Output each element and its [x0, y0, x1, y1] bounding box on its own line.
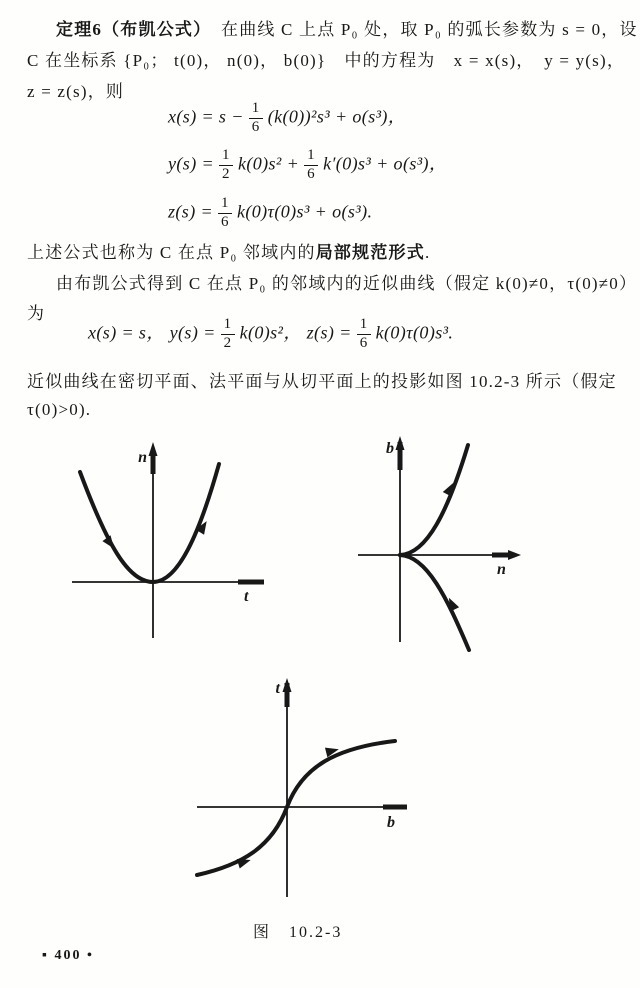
cusp-lower-branch: [400, 555, 469, 650]
fraction-one-half: $\frac{1}{2}$: [219, 148, 233, 183]
formula-y-lhs: y(s) =: [168, 153, 215, 174]
b-axis-label: b: [386, 440, 394, 457]
formula-x-of-s: [168, 101, 406, 136]
n-axis-arrowhead-icon: [149, 442, 158, 456]
t-axis-arrowhead-icon: [283, 678, 292, 692]
approx-y-part: k(0)s²， z(s) =: [239, 322, 352, 343]
canonical-form-note-pre: 上述公式也称为 C 在点 P₀ 邻域内的: [27, 243, 316, 262]
formula-z-lhs: z(s) =: [168, 201, 214, 222]
n-axis-arrowhead-icon: [508, 550, 521, 560]
projection-note-line-1: 近似曲线在密切平面、法平面与从切平面上的投影如图 10.2-3 所示（假定: [27, 372, 617, 391]
formula-z-of-s: [168, 196, 372, 231]
formula-y-mid: k(0)s² +: [237, 153, 300, 174]
normal-plane-plot: [345, 426, 580, 671]
formula-y-rhs: k′(0)s³ + o(s³)，: [323, 153, 448, 174]
projection-note-line-2: τ(0)>0).: [27, 400, 92, 419]
rectifying-plane-plot: [180, 673, 430, 913]
fraction-one-sixth: $\frac{1}{6}$: [218, 196, 232, 231]
fraction-one-sixth: $\frac{1}{6}$: [249, 101, 263, 136]
n-axis-label: n: [497, 561, 506, 578]
page-number: ▪ 400 •: [42, 948, 94, 963]
diagram-osculating-plane: [52, 432, 292, 647]
approx-x-part: x(s) = s， y(s) =: [88, 322, 216, 343]
cusp-upper-branch: [400, 445, 468, 555]
approx-z-part: k(0)τ(0)s³.: [375, 322, 454, 343]
osculating-plane-plot: [52, 432, 292, 647]
diagram-rectifying-plane: [180, 673, 430, 913]
fraction-one-sixth: $\frac{1}{6}$: [357, 317, 371, 352]
canonical-form-note: [27, 241, 430, 265]
fraction-one-half: $\frac{1}{2}$: [221, 317, 235, 352]
t-axis-label: t: [275, 680, 280, 697]
diagram-normal-plane: [345, 426, 580, 671]
cubic-curve: [197, 741, 395, 875]
figure-caption: 图 10.2-3: [253, 924, 343, 941]
formula-x-rhs: (k(0))²s³ + o(s³)，: [267, 106, 407, 127]
parabola-curve: [80, 464, 219, 582]
approx-curve-line-1: 由布凯公式得到 C 在点 P₀ 的邻域内的近似曲线（假定 k(0)≠0，τ(0)≠0）: [56, 274, 638, 293]
b-axis-arrowhead-icon: [396, 436, 405, 450]
b-axis-label: b: [387, 814, 395, 831]
approx-curve-line-2: 为: [27, 304, 46, 323]
formula-y-of-s: [168, 148, 447, 183]
theorem-line-1-text: 在曲线 C 上点 P₀ 处，取 P₀ 的弧长参数为 s = 0，设: [202, 20, 638, 39]
theorem-line-2: C 在坐标系 {P₀； t(0)， n(0)， b(0)} 中的方程为 x = x(s)， y = y(s)，: [27, 51, 626, 70]
n-axis-label: n: [138, 449, 147, 466]
formula-approx-curve: [88, 317, 453, 352]
t-axis-label: t: [244, 588, 249, 605]
theorem-line-1: [56, 18, 638, 42]
formula-z-rhs: k(0)τ(0)s³ + o(s³).: [236, 201, 373, 222]
theorem-line-3: z = z(s)，则: [27, 82, 125, 101]
canonical-form-term: 局部规范形式: [315, 243, 425, 262]
canonical-form-note-post: .: [424, 243, 431, 262]
fraction-one-sixth: $\frac{1}{6}$: [304, 148, 318, 183]
formula-x-lhs: x(s) = s −: [168, 106, 244, 127]
theorem-title: 定理6（布凯公式）: [56, 20, 203, 39]
